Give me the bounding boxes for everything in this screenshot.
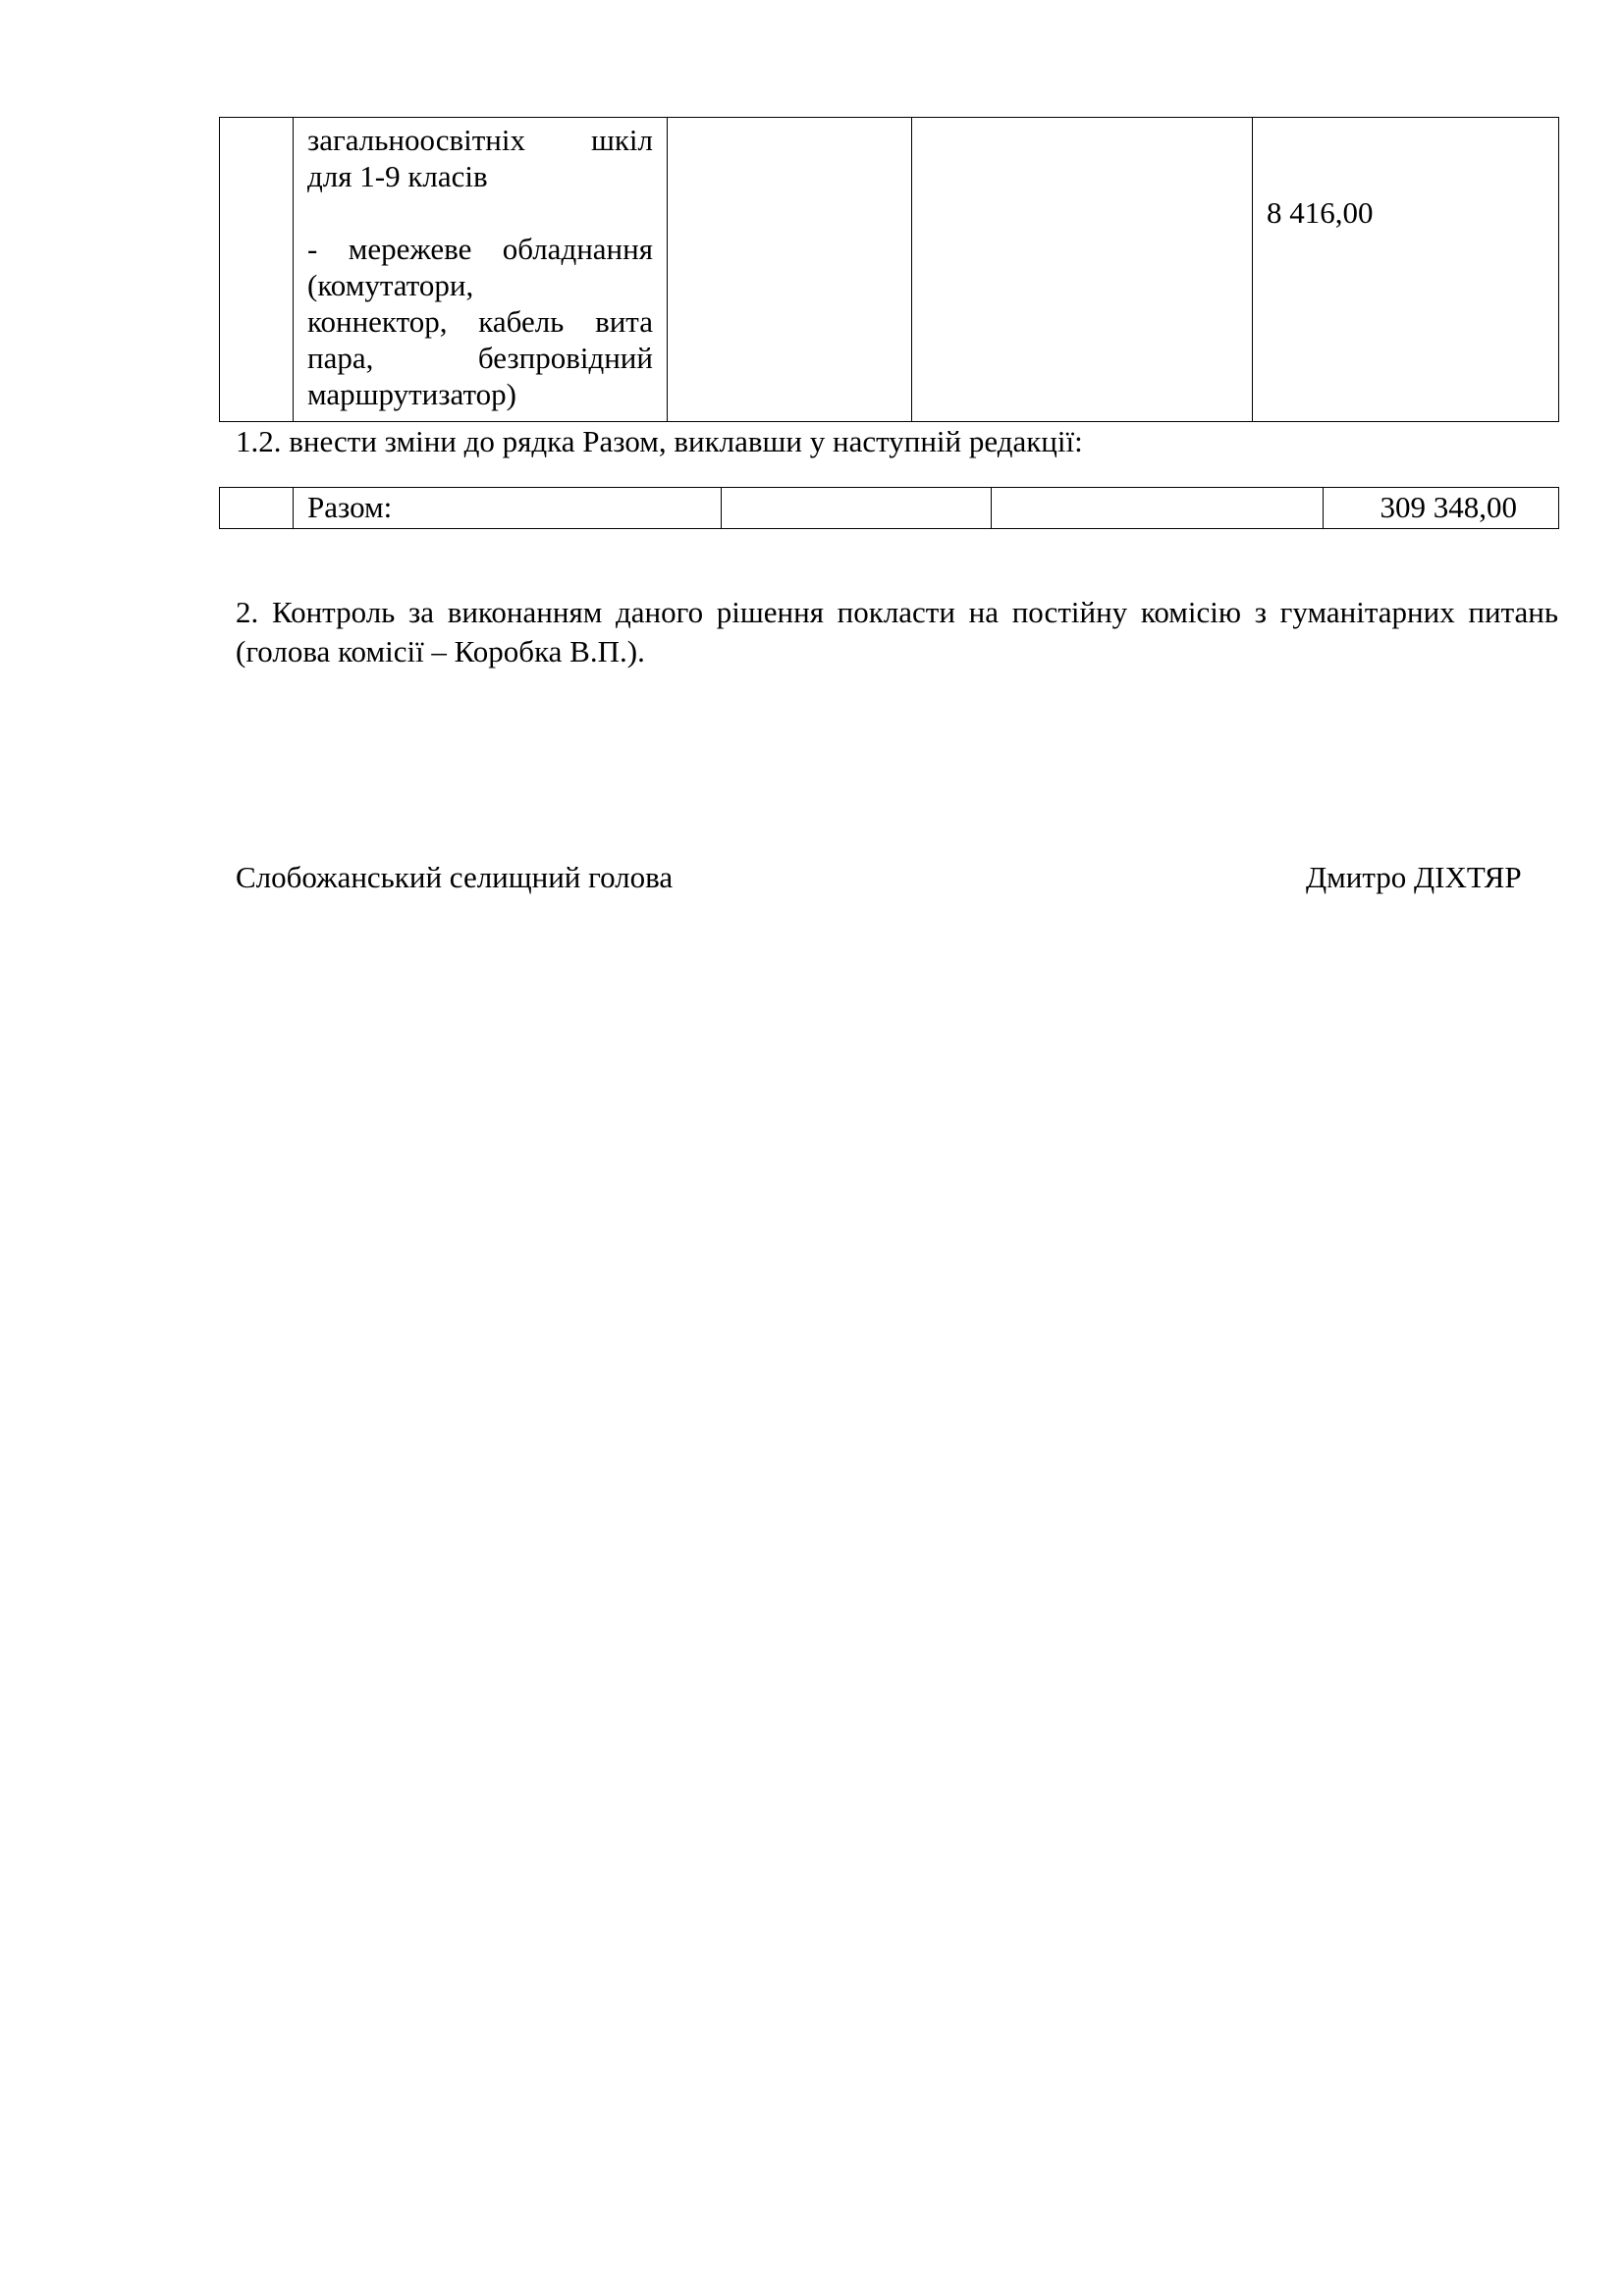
amount-cell: 8 416,00	[1253, 118, 1559, 422]
row-number-cell	[220, 488, 294, 529]
signatory-name: Дмитро ДІХТЯР	[1306, 860, 1522, 894]
empty-cell	[722, 488, 992, 529]
row-number-cell	[220, 118, 294, 422]
total-amount-cell: 309 348,00	[1324, 488, 1559, 529]
total-table	[219, 487, 1559, 529]
description-line: - мережеве обладнання	[307, 232, 653, 266]
description-line: пара, безпровідний	[307, 341, 653, 375]
table-row	[220, 488, 1559, 529]
empty-cell	[668, 118, 912, 422]
budget-table-continuation	[219, 117, 1559, 422]
signatory-position: Слобожанський селищний голова	[236, 860, 674, 894]
item-description-cell	[294, 118, 668, 422]
empty-cell	[912, 118, 1253, 422]
total-label-cell: Разом:	[294, 488, 722, 529]
description-line: маршрутизатор)	[307, 377, 516, 411]
description-line: коннектор, кабель вита	[307, 304, 653, 339]
paragraph-2: 2. Контроль за виконанням даного рішення покласти на постійну комісію з гуманітарних питань (голова комісії – Коробка В.П.).	[236, 595, 1558, 668]
description-line	[307, 194, 653, 231]
description-line: загальноосвітніх шкіл	[307, 123, 653, 157]
table-row	[220, 118, 1559, 422]
description-line: (комутатори,	[307, 268, 474, 302]
paragraph-1-2: 1.2. внести зміни до рядка Разом, виклавши у наступній редакції:	[236, 424, 1083, 458]
description-line: для 1-9 класів	[307, 159, 488, 193]
empty-cell	[992, 488, 1324, 529]
